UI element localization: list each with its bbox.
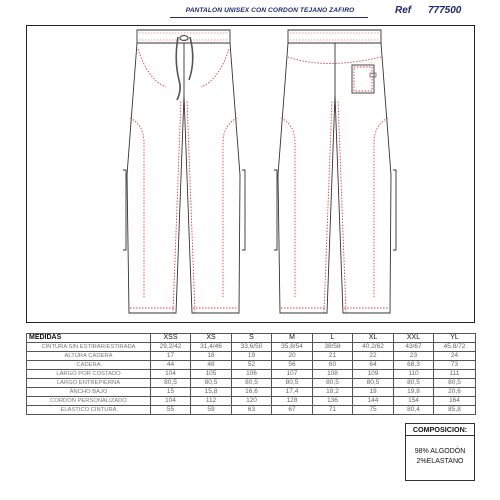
measurement-value: 40,2/62 <box>353 343 394 352</box>
table-header-row <box>27 334 476 343</box>
table-row <box>27 352 476 361</box>
measurement-value: 107 <box>272 370 313 379</box>
size-header: XXL <box>394 334 434 343</box>
front-right-leg-panel <box>223 118 237 297</box>
front-right-pocket <box>201 49 229 87</box>
measurement-value: 105 <box>191 370 232 379</box>
back-right-cargo-pocket <box>393 170 396 250</box>
measurement-value: 136 <box>313 397 353 406</box>
measurement-value: 85,8 <box>434 406 476 415</box>
measurement-value: 80,5 <box>313 379 353 388</box>
size-header: L <box>313 334 353 343</box>
drawstring-cord <box>176 37 193 100</box>
size-header: XL <box>353 334 394 343</box>
table-row <box>27 361 476 370</box>
measurement-label: ALTURA CADERA <box>27 352 151 361</box>
back-inseam-stitch <box>324 100 346 313</box>
measurement-value: 80,5 <box>353 379 394 388</box>
measurement-value: 52 <box>232 361 272 370</box>
measurement-value: 22 <box>353 352 394 361</box>
front-waistband-gathers <box>139 33 228 40</box>
measurement-value: 71 <box>313 406 353 415</box>
front-left-cargo-pocket <box>123 170 126 250</box>
front-left-leg-panel <box>130 118 144 297</box>
back-left-leg-panel <box>281 118 295 297</box>
measurement-value: 59 <box>191 406 232 415</box>
measurement-value: 29,2/42 <box>151 343 191 352</box>
measurement-value: 60 <box>313 361 353 370</box>
composition-heading: COMPOSICION: <box>406 424 474 436</box>
composition-box <box>405 423 475 481</box>
measurement-value: 20,6 <box>434 388 476 397</box>
measurement-value: 35,8/54 <box>272 343 313 352</box>
table-row <box>27 370 476 379</box>
front-right-cargo-pocket <box>242 170 245 250</box>
measurement-value: 45,8/72 <box>434 343 476 352</box>
measurement-value: 80,5 <box>272 379 313 388</box>
front-inseam-stitch <box>173 100 195 313</box>
measurement-value: 154 <box>394 397 434 406</box>
size-header: XS <box>191 334 232 343</box>
size-header: YL <box>434 334 476 343</box>
measurement-value: 110 <box>394 370 434 379</box>
size-measurements-table <box>26 333 476 415</box>
measurement-value: 80,5 <box>151 379 191 388</box>
measurement-value: 80,4 <box>394 406 434 415</box>
measurement-value: 68,3 <box>394 361 434 370</box>
back-left-cargo-pocket <box>274 170 277 250</box>
measurement-value: 120 <box>232 397 272 406</box>
measurement-value: 15,8 <box>191 388 232 397</box>
measurement-value: 15 <box>151 388 191 397</box>
size-header: XSS <box>151 334 191 343</box>
back-patch-pocket-stitch <box>354 67 372 91</box>
measurement-value: 80,5 <box>394 379 434 388</box>
measurement-value: 108 <box>313 370 353 379</box>
measurement-value: 67 <box>272 406 313 415</box>
front-left-pocket <box>138 49 166 87</box>
measurement-value: 80,5 <box>191 379 232 388</box>
size-header: S <box>232 334 272 343</box>
measurement-value: 21 <box>313 352 353 361</box>
back-waistband <box>288 30 381 43</box>
ref-label: Ref <box>395 5 412 16</box>
back-waistband-gathers <box>290 33 379 40</box>
measurement-value: 164 <box>434 397 476 406</box>
table-row <box>27 406 476 415</box>
measurement-value: 144 <box>353 397 394 406</box>
measurement-value: 19,8 <box>394 388 434 397</box>
measurement-value: 75 <box>353 406 394 415</box>
garment-title: PANTALON UNISEX CON CORDON TEJANO ZAFIRO <box>185 7 355 14</box>
pants-back-view <box>274 30 396 313</box>
pants-front-view <box>123 30 245 313</box>
back-pocket-label <box>370 73 376 77</box>
table-row <box>27 343 476 352</box>
measurement-label: CINTURA SIN ESTIRAR/ESTIRADA <box>27 343 151 352</box>
technical-drawing <box>26 25 475 323</box>
measurement-value: 55 <box>151 406 191 415</box>
measurement-value: 73 <box>434 361 476 370</box>
measurement-value: 23 <box>394 352 434 361</box>
measurement-value: 33,6/50 <box>232 343 272 352</box>
measurement-value: 128 <box>272 397 313 406</box>
measurement-value: 112 <box>191 397 232 406</box>
measurement-value: 80,5 <box>232 379 272 388</box>
measurement-label: ELASTICO CINTURA <box>27 406 151 415</box>
measurement-label: LARGO ENTREPIERNA <box>27 379 151 388</box>
table-row <box>27 397 476 406</box>
measurement-value: 44 <box>151 361 191 370</box>
measurement-value: 19 <box>353 388 394 397</box>
table-row <box>27 379 476 388</box>
measurement-value: 80,5 <box>434 379 476 388</box>
measurement-value: 16,6 <box>232 388 272 397</box>
measurement-value: 38/58 <box>313 343 353 352</box>
measurement-value: 106 <box>232 370 272 379</box>
measurement-label: LARGO POR COSTADO <box>27 370 151 379</box>
measurement-label: ANCHO BAJO <box>27 388 151 397</box>
composition-cotton: 98% ALGODÓN <box>414 448 466 455</box>
measurement-value: 104 <box>151 397 191 406</box>
measurement-value: 18 <box>191 352 232 361</box>
measurement-value: 56 <box>272 361 313 370</box>
measurements-header: MEDIDAS <box>27 334 151 343</box>
measurement-value: 24 <box>434 352 476 361</box>
measurement-value: 18,2 <box>313 388 353 397</box>
measurement-value: 17,4 <box>272 388 313 397</box>
measurement-value: 17 <box>151 352 191 361</box>
composition-elastane: 2%ELASTANO <box>416 458 464 465</box>
measurement-value: 104 <box>151 370 191 379</box>
back-patch-pocket <box>352 65 374 93</box>
back-yoke <box>288 57 381 64</box>
size-header: M <box>272 334 313 343</box>
measurement-value: 63 <box>232 406 272 415</box>
measurement-value: 19 <box>232 352 272 361</box>
measurement-value: 43/67 <box>394 343 434 352</box>
measurement-value: 20 <box>272 352 313 361</box>
measurement-value: 111 <box>434 370 476 379</box>
table-row <box>27 388 476 397</box>
measurement-value: 109 <box>353 370 394 379</box>
measurement-value: 48 <box>191 361 232 370</box>
back-right-leg-panel <box>374 118 388 297</box>
title-underline <box>170 17 368 18</box>
measurement-value: 64 <box>353 361 394 370</box>
measurement-label: CORDON PERSONALIZADO <box>27 397 151 406</box>
ref-number: 777500 <box>428 5 462 16</box>
measurement-label: CADERA <box>27 361 151 370</box>
measurement-value: 31,4/46 <box>191 343 232 352</box>
